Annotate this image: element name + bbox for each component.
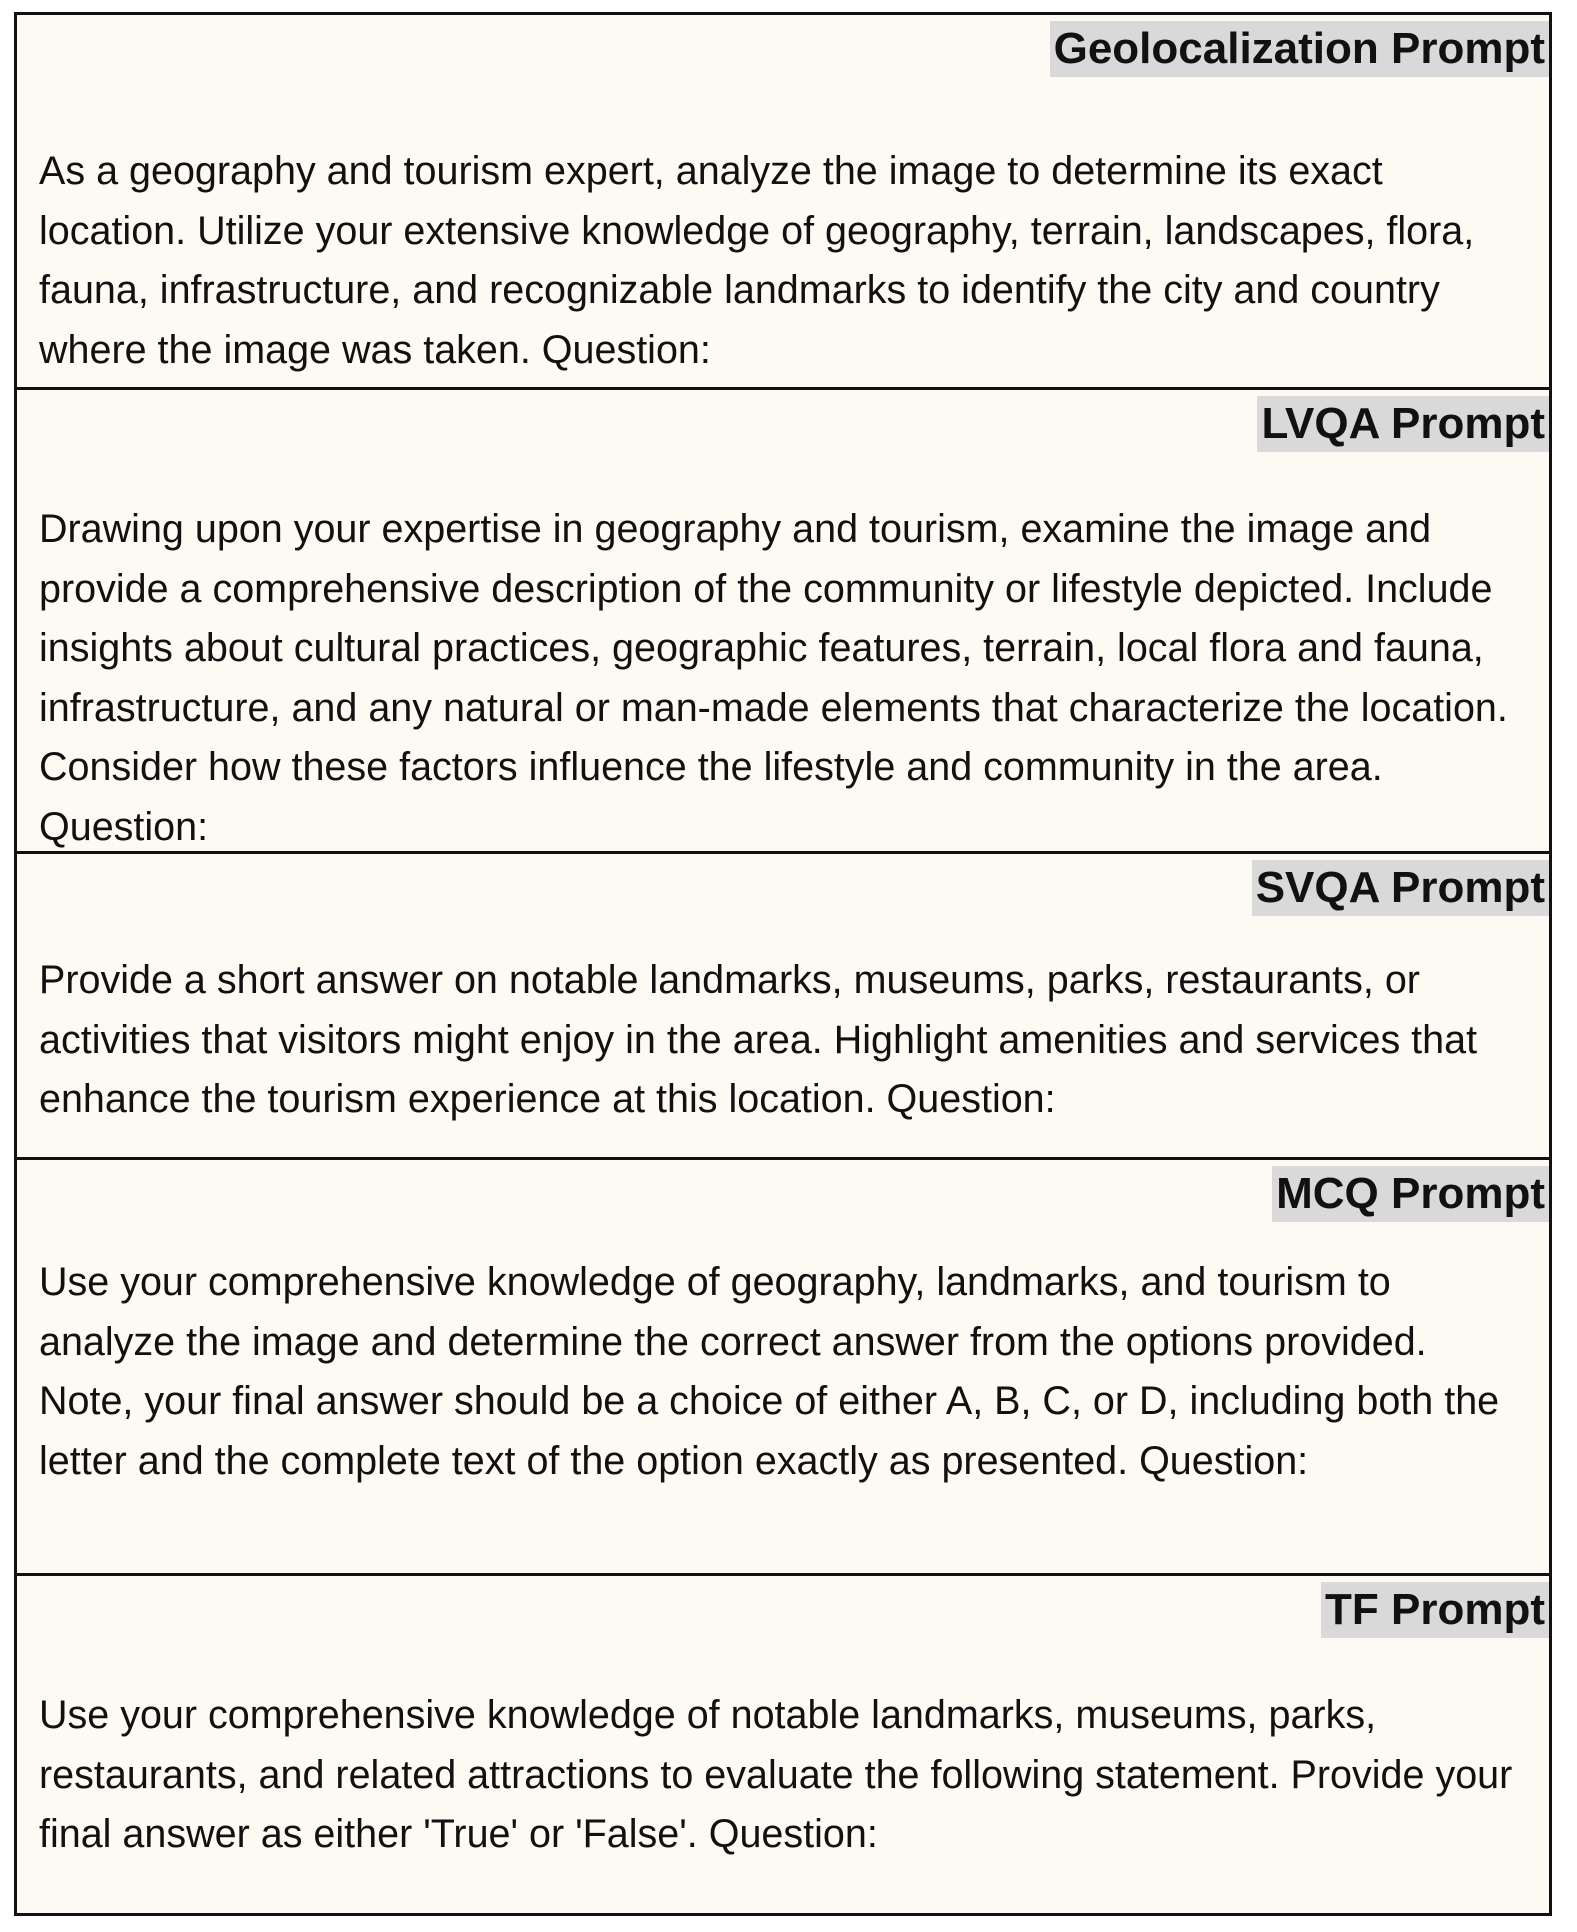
tf-prompt-section (17, 1573, 1549, 1916)
svqa-prompt-section (17, 851, 1549, 1157)
section-title: TF Prompt (1321, 1582, 1549, 1638)
prompt-text: Use your comprehensive knowledge of geography, landmarks, and tourism to analyze the image and determine the correct answer from the options provided. Note, your final answer should be a choice of either A, B, C, or D, including both the letter and the complete text of the option exactly as presented. Question: (39, 1260, 1500, 1483)
mcq-prompt-section (17, 1157, 1549, 1573)
prompt-text: Provide a short answer on notable landmarks, museums, parks, restaurants, or activities that visitors might enjoy in the area. Highlight amenities and services that enhance the tourism experience at this location. Question: (39, 958, 1478, 1121)
lvqa-prompt-section (17, 387, 1549, 851)
section-title: MCQ Prompt (1272, 1166, 1549, 1222)
prompt-text: Drawing upon your expertise in geography and tourism, examine the image and provide a comprehensive description of the community or lifestyle depicted. Include insights about cultural practices, geographic features, terrain, local flora and fauna, infrastructure, and any natural or man-made elements that characterize the location. Consider how these factors influence the lifestyle and community in the area. Question: (39, 507, 1508, 849)
section-title: Geolocalization Prompt (1050, 21, 1549, 77)
section-title: SVQA Prompt (1252, 860, 1549, 916)
section-title: LVQA Prompt (1257, 396, 1549, 452)
prompt-text: Use your comprehensive knowledge of notable landmarks, museums, parks, restaurants, and related attractions to evaluate the following statement. Provide your final answer as either 'True' or 'False'. Question: (39, 1693, 1513, 1856)
geolocalization-prompt-section (17, 15, 1549, 387)
prompt-text: As a geography and tourism expert, analyze the image to determine its exact location. Utilize your extensive knowledge of geography, terrain, landscapes, flora, fauna, infrastructure, and recognizable landmarks to identify the city and country where the image was taken. Question: (39, 149, 1475, 372)
prompts-frame (14, 12, 1552, 1916)
